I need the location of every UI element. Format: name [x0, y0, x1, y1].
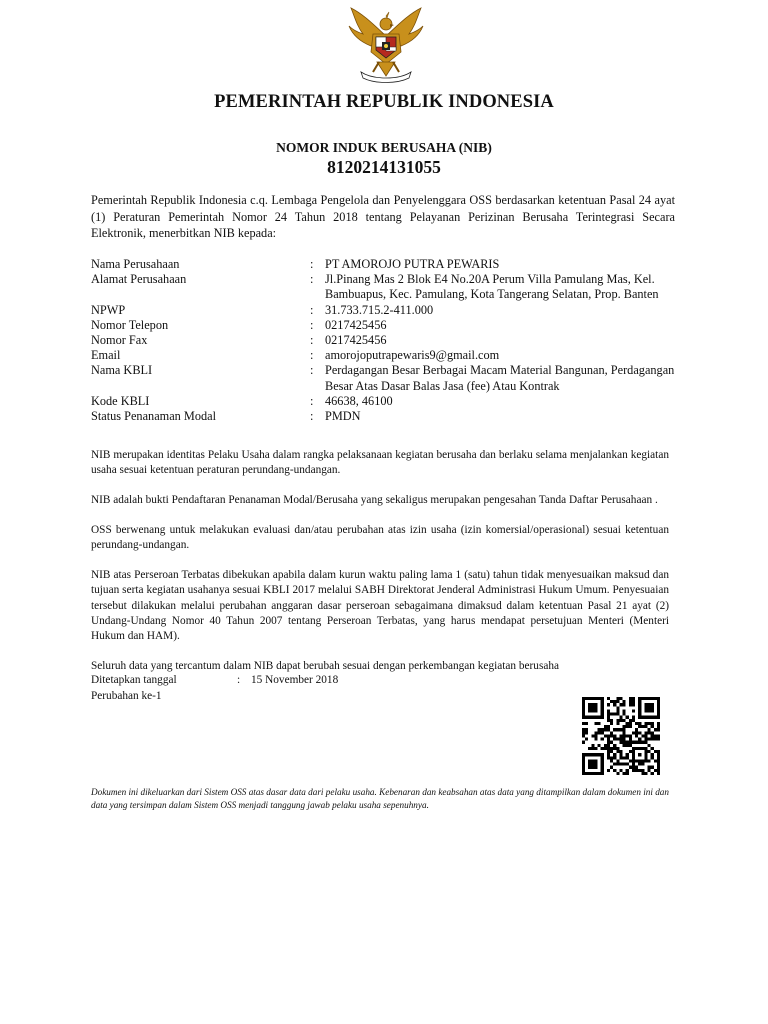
field-value: amorojoputrapewaris9@gmail.com [325, 348, 500, 363]
field-company-address [91, 272, 691, 302]
established-colon: : [237, 674, 241, 686]
field-label: Nama KBLI [91, 363, 153, 378]
terms-paragraph: OSS berwenang untuk melakukan evaluasi dan/atau perubahan atas izin usaha (izin komersial/operasional) sesuai ketentuan perundang-undangan. [91, 523, 669, 552]
field-company-name [91, 257, 691, 272]
terms-paragraph: Seluruh data yang tercantum dalam NIB dapat berubah sesuai dengan perkembangan kegiatan berusaha [91, 659, 560, 672]
garuda-emblem-icon [343, 6, 429, 86]
field-colon: : [310, 333, 314, 348]
established-date: 15 November 2018 [251, 674, 339, 686]
field-colon: : [310, 393, 314, 408]
field-colon: : [310, 302, 314, 317]
field-value: 0217425456 [325, 333, 387, 348]
field-value: PT AMOROJO PUTRA PEWARIS [325, 257, 500, 271]
field-value: PMDN [325, 409, 361, 424]
terms-paragraph: NIB adalah bukti Pendaftaran Penanaman Modal/Berusaha yang sekaligus merupakan pengesahan Tanda Daftar Perusahaan . [91, 494, 658, 507]
field-label: Nomor Telepon [91, 317, 169, 332]
company-details [91, 257, 691, 424]
field-kbli-name [91, 363, 691, 393]
field-label: Nomor Fax [91, 333, 148, 348]
established-block [91, 672, 338, 704]
field-value: 0217425456 [325, 317, 387, 332]
qr-code-icon [580, 697, 662, 775]
nib-label: NOMOR INDUK BERUSAHA (NIB) [276, 140, 492, 155]
field-colon: : [310, 409, 314, 424]
field-fax [91, 333, 691, 348]
nib-number: 8120214131055 [327, 157, 441, 177]
field-email [91, 348, 691, 363]
established-label: Ditetapkan tanggal [91, 674, 177, 686]
field-value: Jl.Pinang Mas 2 Blok E4 No.20A Perum Villa Pamulang Mas, Kel. Bambuapus, Kec. Pamulang, Kota Tangerang Selatan, Prop. Banten [325, 272, 659, 302]
field-investment-status [91, 409, 691, 424]
field-colon: : [310, 363, 314, 378]
field-label: Nama Perusahaan [91, 257, 180, 271]
terms-paragraphs [91, 448, 669, 689]
field-colon: : [310, 348, 314, 363]
field-label: Status Penanaman Modal [91, 409, 216, 424]
field-colon: : [310, 272, 314, 287]
field-label: NPWP [91, 302, 126, 317]
revision-label: Perubahan ke-1 [91, 690, 162, 702]
field-value: Perdagangan Besar Berbagai Macam Material Bangunan, Perdagangan Besar Atas Dasar Balas Jasa (fee) Atau Kontrak [325, 363, 675, 393]
field-npwp [91, 303, 691, 318]
terms-paragraph: NIB merupakan identitas Pelaku Usaha dalam rangka pelaksanaan kegiatan berusaha dan berlaku selama menjalankan kegiatan usaha sesuai ketentuan peraturan perundang-undangan. [91, 449, 669, 477]
government-title: PEMERINTAH REPUBLIK INDONESIA [214, 92, 554, 112]
field-phone [91, 318, 691, 333]
field-colon: : [310, 257, 314, 271]
field-kbli-code [91, 394, 691, 409]
established-date-row [91, 672, 338, 688]
field-label: Alamat Perusahaan [91, 272, 187, 287]
terms-paragraph: NIB atas Perseroan Terbatas dibekukan apabila dalam kurun waktu paling lama 1 (satu) tahun tidak menyesuaikan maksud dan tujuan serta kegiatan usahanya sesuai KBLI 2017 melalui SABH Direktorat Jenderal Administrasi Hukum Umum. Penyesuaian tersebut dilakukan melalui perubahan anggaran dasar perseroan sebagaimana dimaksud dalam ketentuan Pasal 21 ayat (2) Undang-Undang Nomor 40 Tahun 2007 tentang Perseroan Terbatas, yang harus mendapat persetujuan Menteri (Menteri Hukum dan HAM). [91, 568, 669, 643]
intro-paragraph: Pemerintah Republik Indonesia c.q. Lembaga Pengelola dan Penyelenggara OSS berdasarkan ketentuan Pasal 24 ayat (1) Peraturan Pemerintah Nomor 24 Tahun 2018 tentang Pelayanan Perizinan Berusaha Terintegrasi Secara Elektronik, menerbitkan NIB kepada: [91, 193, 675, 240]
field-value: 46638, 46100 [325, 393, 393, 408]
field-value: 31.733.715.2-411.000 [325, 302, 434, 317]
footer-disclaimer: Dokumen ini dikeluarkan dari Sistem OSS atas dasar data dari pelaku usaha. Kebenaran dan keabsahan atas data yang ditampilkan dalam dokumen ini dan data yang tersimpan dalam Sistem OSS menjadi tanggung jawab pelaku usaha sepenuhnya. [91, 787, 669, 810]
field-label: Kode KBLI [91, 393, 150, 408]
field-label: Email [91, 348, 121, 363]
field-colon: : [310, 317, 314, 332]
